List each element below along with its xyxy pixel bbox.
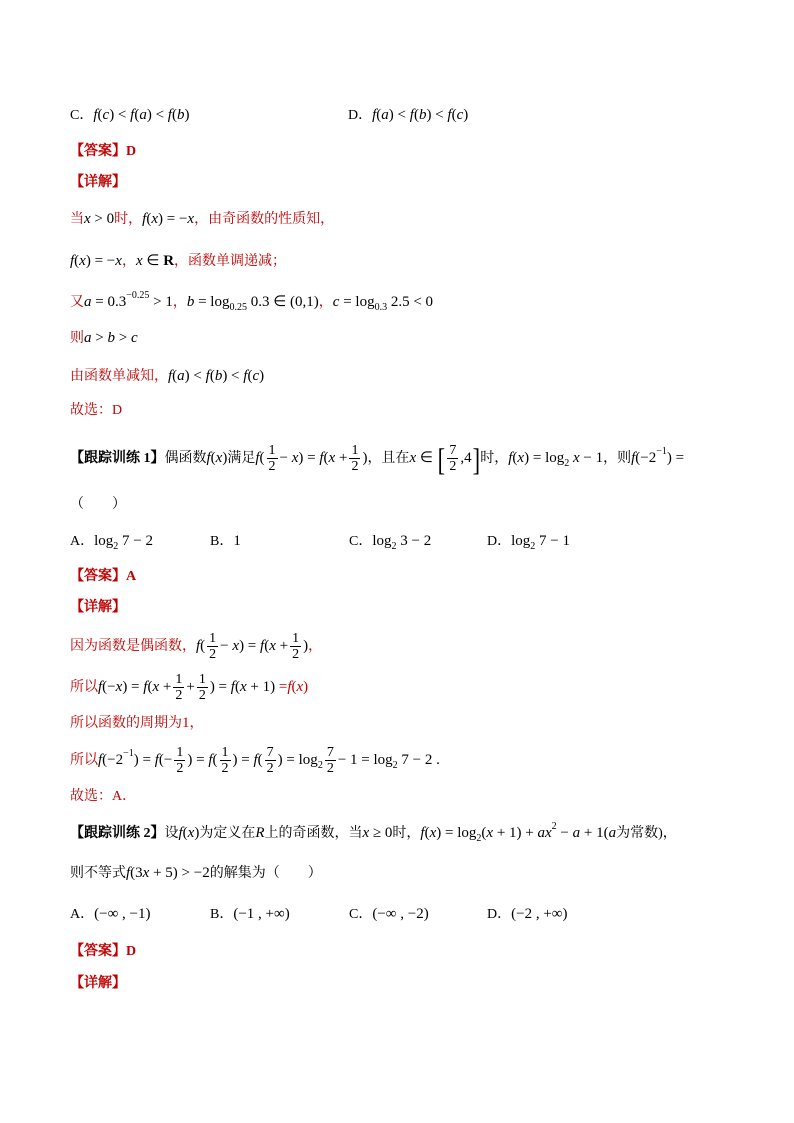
text-run: 【答案】D — [70, 944, 137, 959]
fraction-numerator: 1 — [175, 671, 183, 687]
fraction-numerator: 1 — [198, 671, 206, 687]
text-run: 上的奇函数，当 — [264, 826, 363, 841]
fraction — [174, 745, 185, 777]
fraction-numerator: 1 — [209, 630, 217, 646]
text-run: 【跟踪训练 2】 — [70, 826, 165, 841]
fraction-denominator: 2 — [351, 459, 359, 475]
math-expression: 0.3 ∈ (0,1) — [246, 294, 319, 310]
text-run: 因为函数是偶函数， — [70, 639, 196, 654]
text-run: （ ） — [70, 497, 126, 512]
math-expression: f(x) = log — [420, 825, 477, 841]
practice-question-2-continued — [70, 853, 322, 893]
answer-choice-blank — [70, 485, 126, 525]
math-expression: R — [255, 825, 265, 841]
subscript: 0.3 — [374, 302, 388, 313]
set-symbol: R — [163, 253, 175, 269]
math-expression: − x) = f(x + — [279, 450, 348, 466]
subscript: 2 — [564, 458, 570, 469]
math-expression: − 1 = log — [337, 752, 393, 768]
explanation-heading-practice-2 — [70, 964, 126, 1004]
math-expression: f(x) — [178, 825, 200, 841]
solution-line-practice-1-4 — [70, 740, 440, 780]
math-expression: 1 — [233, 533, 241, 549]
math-expression: f(−2 — [98, 752, 124, 768]
fraction-numerator: 7 — [266, 744, 274, 760]
fraction-numerator: 1 — [292, 630, 300, 646]
math-expression: c = log — [332, 294, 375, 310]
fraction-numerator: 7 — [449, 442, 457, 458]
math-expression: (−1 , +∞) — [233, 906, 290, 922]
math-expression: ) — [362, 450, 368, 466]
subscript: 2 — [391, 541, 397, 552]
text-run: 【跟踪训练 1】 — [70, 451, 165, 466]
text-run: 故选：D — [70, 403, 123, 418]
text-run: 为常数)， — [616, 826, 677, 841]
text-run: ，且在 — [367, 451, 410, 466]
text-run: 所以 — [70, 753, 98, 768]
text-run: 【答案】D — [70, 144, 137, 159]
math-expression: (−2 , +∞) — [511, 906, 568, 922]
math-expression: a = 0.3 — [84, 294, 127, 310]
text-run: 则不等式 — [70, 866, 126, 881]
math-expression: x − 1 — [572, 450, 604, 466]
math-expression: f(x) = −x — [142, 211, 195, 227]
math-expression: log — [511, 533, 531, 549]
fraction — [447, 443, 458, 475]
math-expression: f(x) = log — [508, 450, 565, 466]
math-expression: x ≥ 0 — [362, 825, 393, 841]
practice-question-1 — [70, 438, 684, 478]
option-a — [70, 894, 150, 935]
math-expression: f(c) < f(a) < f(b) — [93, 107, 190, 123]
math-expression: 7 − 2 — [118, 533, 154, 549]
fraction-numerator: 1 — [351, 442, 359, 458]
bracket-right: ] — [472, 440, 480, 477]
math-expression: 3 − 2 — [396, 533, 432, 549]
fraction — [197, 672, 208, 704]
math-expression: x ∈ — [409, 450, 437, 466]
fraction-denominator: 2 — [175, 688, 183, 704]
math-expression: 7 − 1 — [535, 533, 571, 549]
math-expression: a > b > c — [84, 330, 138, 346]
math-expression: f(3x + 5) > −2 — [126, 865, 210, 881]
math-expression: 2.5 < 0 — [387, 294, 434, 310]
math-expression: ) = f(− — [133, 752, 173, 768]
math-expression: ) = log — [277, 752, 318, 768]
math-expression: log — [94, 533, 114, 549]
solution-line-3 — [70, 282, 433, 322]
math-expression: f( — [196, 638, 206, 654]
fraction — [220, 745, 231, 777]
text-run: 偶函数 — [164, 451, 207, 466]
text-run: B． — [210, 534, 234, 549]
solution-line-practice-1-2 — [70, 667, 308, 707]
math-expression: + — [186, 679, 195, 695]
explanation-heading-practice-1 — [70, 588, 126, 628]
fraction-denominator: 2 — [326, 761, 334, 777]
option-d — [487, 521, 570, 562]
math-expression: 1 — [182, 715, 190, 731]
text-run: 设 — [164, 826, 179, 841]
text-run: A． — [70, 907, 95, 922]
fraction-denominator: 2 — [176, 761, 184, 777]
fraction — [267, 443, 278, 475]
math-expression: (−∞ , −1) — [94, 906, 151, 922]
math-expression: ) = f(x + 1) — [209, 679, 279, 695]
superscript: −1 — [123, 748, 134, 759]
fraction-numerator: 1 — [176, 744, 184, 760]
fraction — [207, 631, 218, 663]
superscript: −1 — [656, 446, 667, 457]
solution-line-practice-1-3 — [70, 703, 204, 743]
subscript: 0.25 — [229, 302, 247, 313]
solution-line-practice-1-1 — [70, 626, 322, 666]
subscript: 2 — [392, 760, 398, 771]
text-run: 则 — [70, 331, 84, 346]
math-expression: =f(x) — [278, 679, 309, 695]
text-run: 【详解】 — [70, 175, 126, 190]
option-b — [210, 894, 290, 935]
subscript: 2 — [113, 541, 119, 552]
conclusion-line-practice-1 — [70, 777, 136, 817]
fraction-numerator: 7 — [326, 744, 334, 760]
math-expression: log — [372, 533, 392, 549]
math-expression: f(a) < f(b) < f(c) — [168, 368, 265, 384]
text-run: 故选：A． — [70, 789, 137, 804]
text-run: ，则 — [603, 451, 632, 466]
text-run: 为定义在 — [199, 826, 256, 841]
text-run: 【答案】A — [70, 569, 137, 584]
text-run: C． — [349, 907, 373, 922]
superscript: −0.25 — [126, 290, 150, 301]
conclusion-line — [70, 391, 122, 431]
text-run: ， — [318, 295, 333, 310]
fraction-denominator: 2 — [198, 688, 206, 704]
text-run: ， — [189, 716, 204, 731]
text-run: 的解集为（ ） — [209, 866, 322, 881]
subscript: 2 — [317, 760, 323, 771]
solution-line-4 — [70, 318, 138, 358]
text-run: B． — [210, 907, 234, 922]
math-expression: b = log — [186, 294, 230, 310]
math-expression: > 1 — [149, 294, 173, 310]
math-expression: ) — [303, 638, 309, 654]
text-run: D． — [487, 907, 512, 922]
math-expression: f(x) = −x — [70, 253, 122, 269]
fraction — [265, 745, 276, 777]
fraction — [290, 631, 301, 663]
superscript: 2 — [551, 821, 557, 832]
math-expression: − x) = f(x + — [220, 638, 289, 654]
text-run: 由函数单减知， — [70, 369, 168, 384]
text-run: ， — [121, 254, 136, 269]
text-run: 所以函数的周期为 — [70, 716, 182, 731]
text-run: A． — [70, 534, 95, 549]
fraction — [325, 745, 336, 777]
text-run: 满足 — [227, 451, 256, 466]
math-expression: ) = — [666, 450, 685, 466]
option-c — [349, 521, 431, 562]
math-expression: f(−2 — [631, 450, 657, 466]
solution-line-1 — [70, 199, 334, 239]
fraction-numerator: 1 — [221, 744, 229, 760]
solution-line-5 — [70, 356, 264, 396]
math-expression: f(x) — [206, 450, 228, 466]
text-run: C． — [70, 108, 94, 123]
practice-question-2 — [70, 813, 677, 853]
solution-line-2 — [70, 241, 286, 281]
bracket-left: [ — [437, 440, 445, 477]
text-run: ，由奇函数的性质知， — [194, 212, 335, 227]
math-expression: f( — [255, 450, 265, 466]
text-run: 时， — [114, 212, 143, 227]
explanation-heading — [70, 163, 126, 203]
fraction-denominator: 2 — [221, 761, 229, 777]
math-expression: ) = f( — [187, 752, 218, 768]
text-run: 【详解】 — [70, 976, 126, 991]
math-expression: f(−x) = f(x + — [98, 679, 172, 695]
fraction — [173, 672, 184, 704]
math-expression: ) = f( — [232, 752, 263, 768]
fraction-denominator: 2 — [449, 459, 457, 475]
fraction — [349, 443, 360, 475]
option-d — [487, 894, 567, 935]
math-expression: (x + 1) + ax — [481, 825, 552, 841]
fraction-numerator: 1 — [268, 442, 276, 458]
math-expression: − a + 1(a — [556, 825, 617, 841]
text-run: D． — [348, 108, 373, 123]
text-run: 所以 — [70, 680, 98, 695]
math-expression: x > 0 — [84, 211, 115, 227]
text-run: ， — [172, 295, 187, 310]
fraction-denominator: 2 — [209, 647, 217, 663]
math-expression: x ∈ — [135, 253, 164, 269]
subscript: 2 — [476, 833, 482, 844]
math-expression: ,4 — [460, 450, 472, 466]
text-run: 时， — [480, 451, 509, 466]
option-b — [210, 521, 241, 562]
text-run: 时， — [392, 826, 421, 841]
option-c — [349, 894, 429, 935]
text-run: ，函数单调递减； — [174, 254, 287, 269]
fraction-denominator: 2 — [292, 647, 300, 663]
fraction-denominator: 2 — [268, 459, 276, 475]
math-expression: f(a) < f(b) < f(c) — [372, 107, 469, 123]
math-expression: 7 − 2 . — [397, 752, 440, 768]
math-expression: (−∞ , −2) — [372, 906, 429, 922]
text-run: 【详解】 — [70, 600, 126, 615]
fraction-denominator: 2 — [266, 761, 274, 777]
text-run: D． — [487, 534, 512, 549]
option-a — [70, 521, 153, 562]
text-run: 又 — [70, 295, 84, 310]
subscript: 2 — [530, 541, 536, 552]
option-d — [348, 95, 468, 136]
text-run: 当 — [70, 212, 84, 227]
text-run: C． — [349, 534, 373, 549]
text-run: ， — [308, 639, 323, 654]
option-c — [70, 95, 189, 136]
